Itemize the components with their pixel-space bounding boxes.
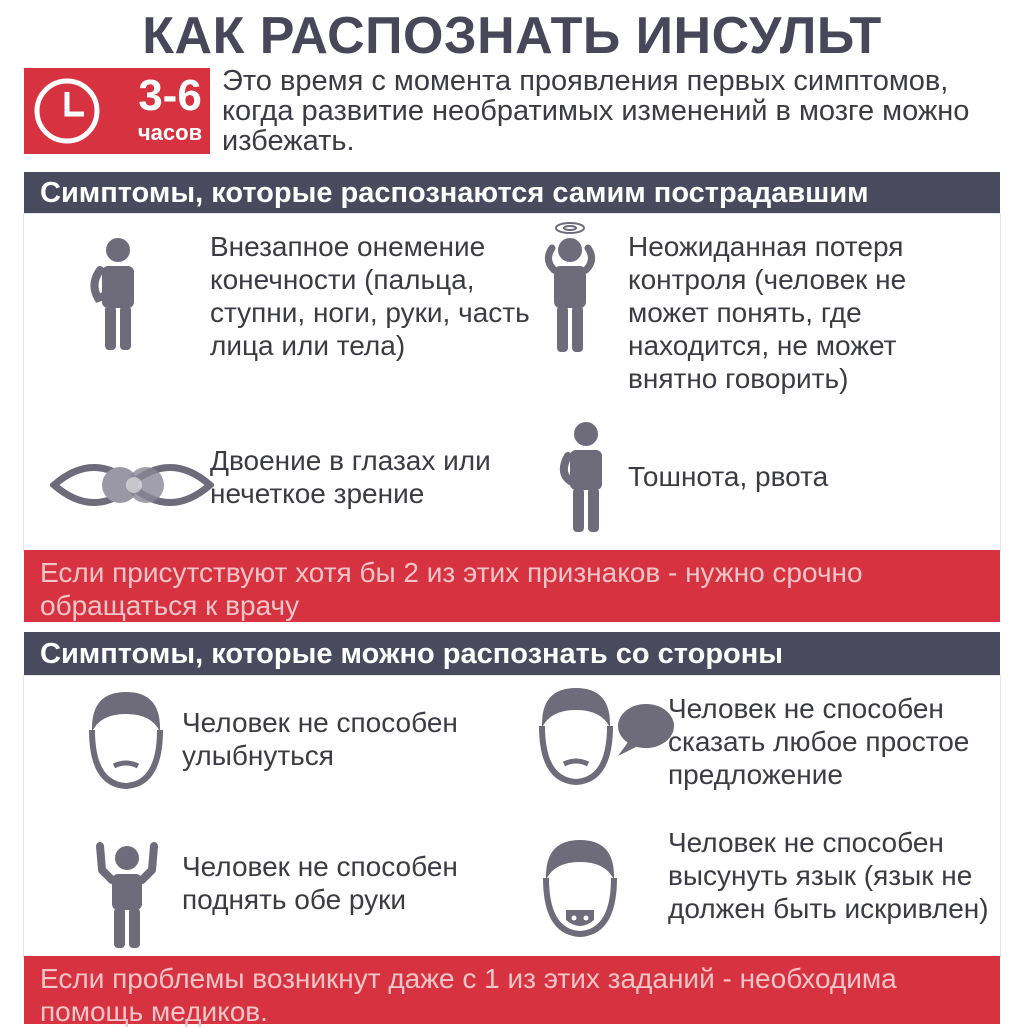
face-no-smile-icon [86, 688, 166, 790]
section1-panel [24, 214, 1000, 550]
section2-heading: Симптомы, которые можно распознать со стороны [24, 632, 1000, 676]
page-title: КАК РАСПОЗНАТЬ ИНСУЛЬТ [142, 7, 882, 65]
clock-icon [32, 76, 102, 146]
time-badge-unit: часов [137, 120, 203, 145]
face-tongue-icon [540, 836, 620, 938]
time-badge [24, 68, 210, 154]
section2-warning: Если проблемы возникнут даже с 1 из этих заданий - необходима помощь медиков. [24, 956, 1000, 1024]
person-raising-arms-icon [94, 840, 160, 950]
symptom-text: Внезапное онемение конечности (пальца, ступни, ноги, руки, часть лица или тела) [210, 231, 530, 361]
symptom-text: Человек не способен улыбнуться [182, 707, 458, 771]
time-badge-hours: 3-6 [138, 71, 202, 120]
symptom-text: Неожиданная потеря контроля (человек не может понять, где находится, не может внятно говорить) [628, 231, 907, 394]
person-dizzy-icon [540, 220, 600, 356]
person-holding-stomach-icon [552, 420, 616, 536]
symptom-text: Человек не способен сказать любое простое предложение [668, 693, 970, 790]
section1-heading: Симптомы, которые распознаются самим пострадавшим [24, 172, 1000, 214]
section2-panel [24, 676, 1000, 956]
person-holding-arm-icon [88, 236, 144, 354]
double-eye-icon [50, 450, 214, 520]
face-speech-bubble-icon [536, 684, 678, 786]
symptom-text: Человек не способен высунуть язык (язык не должен быть искривлен) [668, 827, 989, 924]
time-badge-text: Это время с момента проявления первых симптомов, когда развитие необратимых изменений в мозге можно избежать. [222, 65, 970, 157]
symptom-text: Человек не способен поднять обе руки [182, 851, 458, 915]
symptom-text: Тошнота, рвота [628, 461, 829, 492]
symptom-text: Двоение в глазах или нечеткое зрение [210, 445, 491, 509]
section1-warning: Если присутствуют хотя бы 2 из этих признаков - нужно срочно обращаться к врачу [24, 550, 1000, 622]
